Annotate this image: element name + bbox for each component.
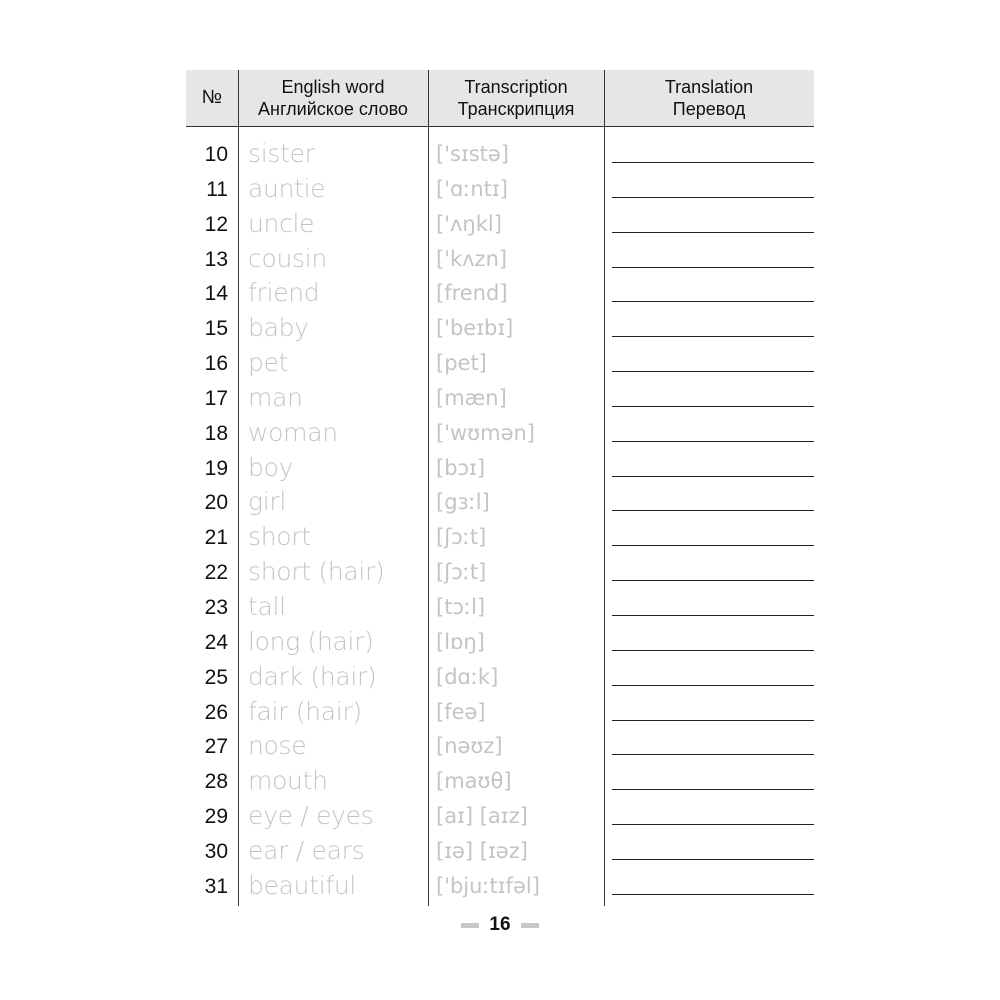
english-word: ear / ears (248, 835, 365, 865)
transcription: [ɪə] [ɪəz] (436, 838, 528, 863)
header-english-word-en: English word (281, 77, 385, 97)
header-transcription-ru: Транскрипция (457, 99, 575, 119)
row-number: 13 (204, 247, 228, 271)
table-row (186, 172, 814, 207)
header-number-label: № (201, 87, 223, 108)
translation-answer-line[interactable] (612, 232, 814, 233)
translation-answer-line[interactable] (612, 371, 814, 372)
english-word: pet (248, 348, 289, 378)
header-english-word-ru: Английское слово (258, 99, 408, 119)
translation-answer-line[interactable] (612, 754, 814, 755)
english-word: auntie (248, 173, 326, 203)
transcription: ['bjuːtɪfəl] (436, 873, 540, 898)
row-number: 26 (204, 700, 228, 724)
row-number: 18 (204, 421, 228, 445)
header-number (186, 70, 238, 126)
english-word: short (248, 522, 311, 552)
table-row (186, 869, 814, 904)
row-number: 19 (204, 456, 228, 480)
table-row (186, 834, 814, 869)
transcription: ['beɪbɪ] (436, 316, 514, 341)
row-number: 16 (204, 352, 228, 376)
translation-answer-line[interactable] (612, 197, 814, 198)
table-row (186, 451, 814, 486)
transcription: [dɑːk] (436, 664, 499, 689)
translation-answer-line[interactable] (612, 824, 814, 825)
table-row (186, 520, 814, 555)
row-number: 31 (204, 874, 228, 898)
row-number: 17 (204, 386, 228, 410)
table-row (186, 799, 814, 834)
table-row (186, 311, 814, 346)
translation-answer-line[interactable] (612, 615, 814, 616)
transcription: [frend] (436, 281, 508, 306)
english-word: dark (hair) (248, 661, 377, 691)
english-word: fair (hair) (248, 696, 362, 726)
row-number: 23 (204, 595, 228, 619)
table-row (186, 660, 814, 695)
english-word: woman (248, 417, 338, 447)
transcription: [nəʊz] (436, 734, 503, 759)
header-translation-en: Translation (664, 77, 754, 97)
english-word: friend (248, 278, 320, 308)
table-body (186, 137, 814, 904)
translation-answer-line[interactable] (612, 267, 814, 268)
footer-dash-right (521, 923, 539, 928)
header-english-word (238, 70, 428, 126)
row-number: 22 (204, 561, 228, 585)
row-number: 27 (204, 735, 228, 759)
english-word: short (hair) (248, 557, 385, 587)
english-word: cousin (248, 243, 327, 273)
english-word: tall (248, 591, 286, 621)
english-word: mouth (248, 766, 328, 796)
english-word: long (hair) (248, 626, 374, 656)
english-word: nose (248, 731, 307, 761)
row-number: 28 (204, 770, 228, 794)
transcription: [bɔɪ] (436, 455, 486, 480)
transcription: [mæn] (436, 385, 507, 410)
translation-answer-line[interactable] (612, 789, 814, 790)
header-translation (604, 70, 814, 126)
translation-answer-line[interactable] (612, 301, 814, 302)
translation-answer-line[interactable] (612, 441, 814, 442)
translation-answer-line[interactable] (612, 580, 814, 581)
row-number: 20 (204, 491, 228, 515)
table-row (186, 346, 814, 381)
translation-answer-line[interactable] (612, 336, 814, 337)
header-transcription (428, 70, 604, 126)
english-word: girl (248, 487, 286, 517)
transcription: ['ʌŋkl] (436, 211, 502, 236)
header-transcription-en: Transcription (464, 77, 568, 97)
row-number: 11 (206, 177, 228, 201)
table-row (186, 276, 814, 311)
row-number: 15 (204, 317, 228, 341)
transcription: [gɜːl] (436, 490, 490, 515)
header-translation-ru: Перевод (672, 99, 746, 119)
translation-answer-line[interactable] (612, 476, 814, 477)
table-row (186, 416, 814, 451)
translation-answer-line[interactable] (612, 894, 814, 895)
translation-answer-line[interactable] (612, 685, 814, 686)
table-row (186, 729, 814, 764)
page-footer (0, 912, 1000, 938)
row-number: 14 (204, 282, 228, 306)
english-word: baby (248, 313, 309, 343)
translation-answer-line[interactable] (612, 406, 814, 407)
english-word: boy (248, 452, 294, 482)
transcription: ['kʌzn] (436, 246, 508, 271)
translation-answer-line[interactable] (612, 720, 814, 721)
transcription: ['wʊmən] (436, 420, 535, 445)
footer-dash-left (461, 923, 479, 928)
table-row (186, 485, 814, 520)
table-row (186, 764, 814, 799)
english-word: sister (248, 139, 315, 168)
transcription: [ʃɔːt] (436, 560, 487, 585)
transcription: ['sɪstə] (436, 142, 509, 166)
table-row (186, 242, 814, 277)
translation-answer-line[interactable] (612, 162, 814, 163)
translation-answer-line[interactable] (612, 510, 814, 511)
translation-answer-line[interactable] (612, 545, 814, 546)
row-number: 30 (204, 839, 228, 863)
table-header (186, 70, 814, 127)
row-number: 12 (204, 212, 228, 236)
english-word: man (248, 382, 303, 412)
table-row (186, 590, 814, 625)
transcription: [ʃɔːt] (436, 525, 487, 550)
translation-answer-line[interactable] (612, 859, 814, 860)
row-number: 25 (204, 665, 228, 689)
transcription: [lɒŋ] (436, 629, 485, 654)
table-row (186, 207, 814, 242)
transcription: [feə] (436, 699, 486, 724)
english-word: beautiful (248, 870, 357, 900)
row-number: 21 (204, 526, 228, 550)
page-number: 16 (489, 914, 511, 935)
english-word: uncle (248, 208, 315, 238)
transcription: [maʊθ] (436, 769, 512, 794)
transcription: [aɪ] [aɪz] (436, 804, 528, 829)
english-word: eye / eyes (248, 801, 374, 831)
row-number: 10 (204, 143, 228, 166)
row-number: 24 (204, 630, 228, 654)
transcription: [pet] (436, 351, 487, 376)
table-row (186, 695, 814, 730)
table-row (186, 381, 814, 416)
transcription: [tɔːl] (436, 594, 486, 619)
row-number: 29 (204, 805, 228, 829)
table-row (186, 137, 814, 172)
translation-answer-line[interactable] (612, 650, 814, 651)
transcription: ['ɑːntɪ] (436, 176, 508, 201)
vocabulary-table (186, 70, 814, 906)
table-row (186, 625, 814, 660)
table-row (186, 555, 814, 590)
